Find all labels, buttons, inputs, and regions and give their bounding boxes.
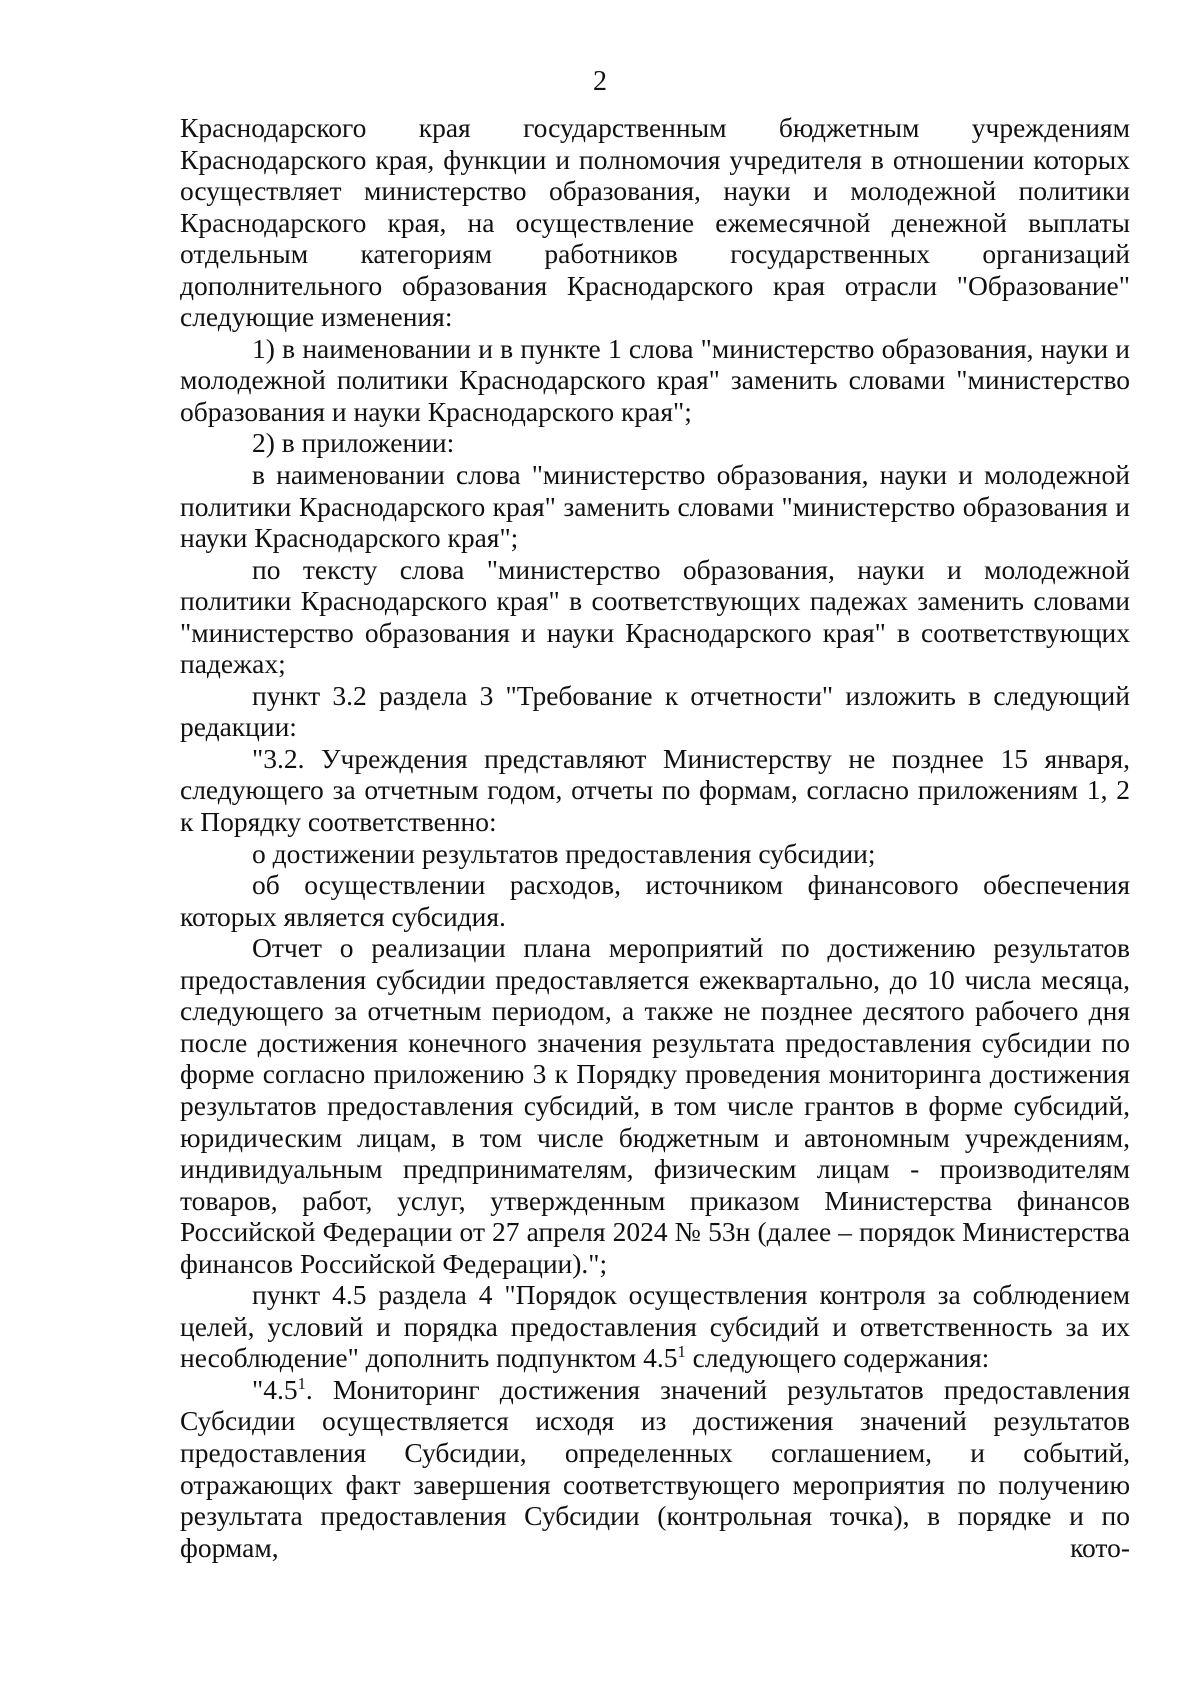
paragraph-clause-4-5-1 [180, 1374, 1130, 1563]
paragraph-intro: Краснодарского края государственным бюджетным учреждениям Краснодарского края, функции и полномочия учредителя в отношении которых осуществляет министерство образования, науки и молодежной политики Краснодарского края, на осуществление ежемесячной денежной выплаты отдельным категориям работников государственных организаций дополнительного образования Краснодарского края отрасли "Образование" следующие изменения: [180, 112, 1130, 333]
page-number: 2 [593, 66, 607, 97]
paragraph-action-plan-report: Отчет о реализации плана мероприятий по достижению результатов предоставления субсидии предоставляется ежеквартально, до 10 числа месяца, следующего за отчетным периодом, а также не позднее десятого рабочего дня после достижения конечного значения результата предоставления субсидии по форме согласно приложению 3 к Порядку проведения мониторинга достижения результатов предоставления субсидий, в том числе грантов в форме субсидий, юридическим лицам, в том числе бюджетным и автономным учреждениям, индивидуальным предпринимателям, физическим лицам - производителям товаров, работ, услуг, утвержденным приказом Министерства финансов Российской Федерации от 27 апреля 2024 № 53н (далее – порядок Министерства финансов Российской Федерации)."; [180, 932, 1130, 1279]
paragraph-title-change: в наименовании слова "министерство образования, науки и молодежной политики Краснодарского края" заменить словами "министерство образования и науки Краснодарского края"; [180, 459, 1130, 554]
paragraph-clause-3-2: пункт 3.2 раздела 3 "Требование к отчетности" изложить в следующий редакции: [180, 679, 1130, 743]
paragraph-report-expenses: об осуществлении расходов, источником финансового обеспечения которых является субсидия. [180, 869, 1130, 932]
paragraph-text-change: по тексту слова "министерство образования, науки и молодежной политики Краснодарского края" в соответствующих падежах заменить словами "министерство образования и науки Краснодарского края" в соответствующих падежах; [180, 553, 1130, 680]
paragraph-item-1: 1) в наименовании и в пункте 1 слова "министерство образования, науки и молодежной политики Краснодарского края" заменить словами "министерство образования и науки Краснодарского края"; [180, 332, 1130, 427]
clause-4-5-1-superscript: 1 [297, 1373, 306, 1393]
clause-4-5-1-number: "4.5 [252, 1373, 298, 1405]
clause-4-5-text-start: пункт 4.5 раздела 4 "Порядок осуществления контроля за соблюдением целей, условий и порядка предоставления субсидий и ответственность за их несоблюдение" дополнить подпунктом 4.5 [180, 1279, 1130, 1374]
clause-4-5-text-end: следующего содержания: [685, 1342, 990, 1374]
paragraph-report-results: о достижении результатов предоставления субсидии; [252, 837, 876, 869]
paragraph-item-2: 2) в приложении: [252, 427, 455, 459]
document-body [180, 112, 1130, 1563]
clause-4-5-1-text: . Мониторинг достижения значений результатов предоставления Субсидии осуществляется исходя из достижения значений результатов предоставления Субсидии, определенных соглашением, и событий, отражающих факт завершения соответствующего мероприятия по получению результата предоставления Субсидии (контрольная точка), в порядке и по формам, кото- [180, 1373, 1130, 1563]
clause-4-5-superscript: 1 [677, 1342, 686, 1362]
paragraph-clause-3-2-text: "3.2. Учреждения представляют Министерству не позднее 15 января, следующего за отчетным годом, отчеты по формам, согласно приложениям 1, 2 к Порядку соответственно: [180, 742, 1130, 838]
paragraph-clause-4-5 [180, 1279, 1130, 1374]
